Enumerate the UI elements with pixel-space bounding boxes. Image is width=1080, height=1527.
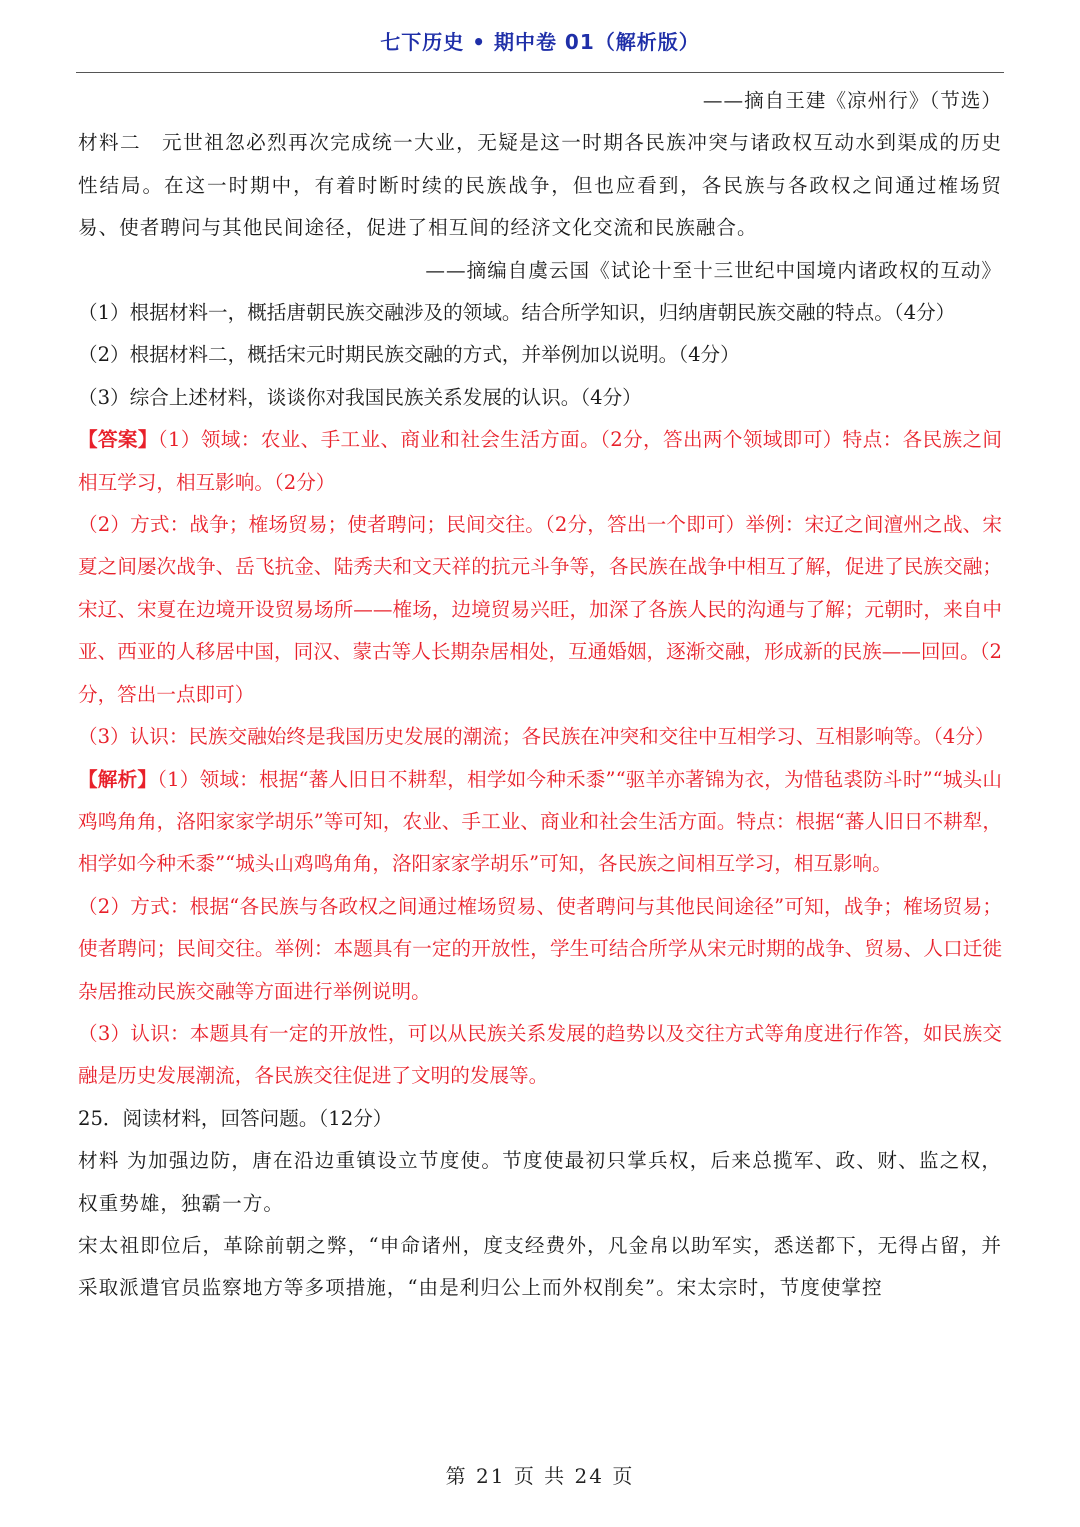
question-25-material-text: 为加强边防，唐在沿边重镇设立节度使。节度使最初只掌兵权，后来总揽军、政、财、监之权，权重势雄，独霸一方。 bbox=[78, 1149, 1003, 1215]
question-25-material-label: 材料 bbox=[78, 1149, 120, 1173]
material2-label: 材料二 bbox=[78, 131, 142, 155]
question-25-paragraph-2: 宋太祖即位后，革除前朝之弊，“申命诸州，度支经费外，凡金帛以助军实，悉送都下，无得占留，并采取派遣官员监察地方等多项措施，“由是利归公上而外权削矣”。宋太宗时，节度使掌控 bbox=[78, 1233, 1002, 1300]
analysis-part-1-text: （1）领域：根据“蕃人旧日不耕犁，相学如今种禾黍”“驱羊亦著锦为衣，为惜毡裘防斗时”“城头山鸡鸣角角，洛阳家家学胡乐”等可知，农业、手工业、商业和社会生活方面。特点：根据“蕃人旧日不耕犁，相学如今种禾黍”“城头山鸡鸣角角，洛阳家家学胡乐”可知，各民族之间相互学习，相互影响。 bbox=[78, 767, 1003, 876]
answer-tag: 【答案】 bbox=[78, 428, 158, 452]
header-divider bbox=[76, 72, 1004, 73]
answer-part-1-text: （1）领域：农业、手工业、商业和社会生活方面。（2分，答出两个领域即可）特点：各民族之间相互学习，相互影响。（2分） bbox=[78, 428, 1002, 494]
question-25-material bbox=[78, 1140, 1002, 1225]
material1-source: ——摘自王建《凉州行》（节选） bbox=[702, 89, 1002, 112]
answer-part-1 bbox=[78, 419, 1002, 504]
question-2: （2）根据材料二，概括宋元时期民族交融的方式，并举例加以说明。（4分） bbox=[78, 343, 740, 367]
question-1: （1）根据材料一，概括唐朝民族交融涉及的领域。结合所学知识，归纳唐朝民族交融的特点。（4分） bbox=[78, 301, 956, 325]
material2-paragraph bbox=[78, 122, 1002, 249]
answer-part-3: （3）认识：民族交融始终是我国历史发展的潮流；各民族在冲突和交往中互相学习、互相影响等。（4分） bbox=[78, 725, 995, 749]
material2-source: ——摘编自虞云国《试论十至十三世纪中国境内诸政权的互动》 bbox=[425, 258, 1002, 282]
answer-part-2: （2）方式：战争；榷场贸易；使者聘问；民间交往。（2分，答出一个即可）举例：宋辽之间澶州之战、宋夏之间屡次战争、岳飞抗金、陆秀夫和文天祥的抗元斗争等，各民族在战争中相互了解，促进了民族交融；宋辽、宋夏在边境开设贸易场所——榷场，边境贸易兴旺，加深了各族人民的沟通与了解；元朝时，来自中亚、西亚的人移居中国，同汉、蒙古等人长期杂居相处，互通婚姻，逐渐交融，形成新的民族——回回。（2分，答出一点即可） bbox=[78, 513, 1002, 706]
analysis-tag: 【解析】 bbox=[78, 767, 158, 791]
page-number: 第 21 页 共 24 页 bbox=[445, 1464, 635, 1488]
analysis-part-2: （2）方式：根据“各民族与各政权之间通过榷场贸易、使者聘问与其他民间途径”可知，战争；榷场贸易；使者聘问；民间交往。举例：本题具有一定的开放性，学生可结合所学从宋元时期的战争、贸易、人口迁徙杂居推动民族交融等方面进行举例说明。 bbox=[78, 894, 1002, 1003]
document-body bbox=[78, 80, 1002, 1310]
material2-text: 元世祖忽必烈再次完成统一大业，无疑是这一时期各民族冲突与诸政权互动水到渠成的历史性结局。在这一时期中，有着时断时续的民族战争，但也应看到，各民族与各政权之间通过榷场贸易、使者聘问与其他民间途径，促进了相互间的经济文化交流和民族融合。 bbox=[78, 131, 1003, 240]
page-header-title: 七下历史 • 期中卷 01（解析版） bbox=[380, 30, 700, 54]
analysis-part-1 bbox=[78, 759, 1002, 886]
analysis-part-3: （3）认识：本题具有一定的开放性，可以从民族关系发展的趋势以及交往方式等角度进行作答，如民族交融是历史发展潮流，各民族交往促进了文明的发展等。 bbox=[78, 1021, 1002, 1088]
question-3: （3）综合上述材料，谈谈你对我国民族关系发展的认识。（4分） bbox=[78, 385, 642, 409]
question-25-title: 25．阅读材料，回答问题。（12分） bbox=[78, 1106, 393, 1130]
